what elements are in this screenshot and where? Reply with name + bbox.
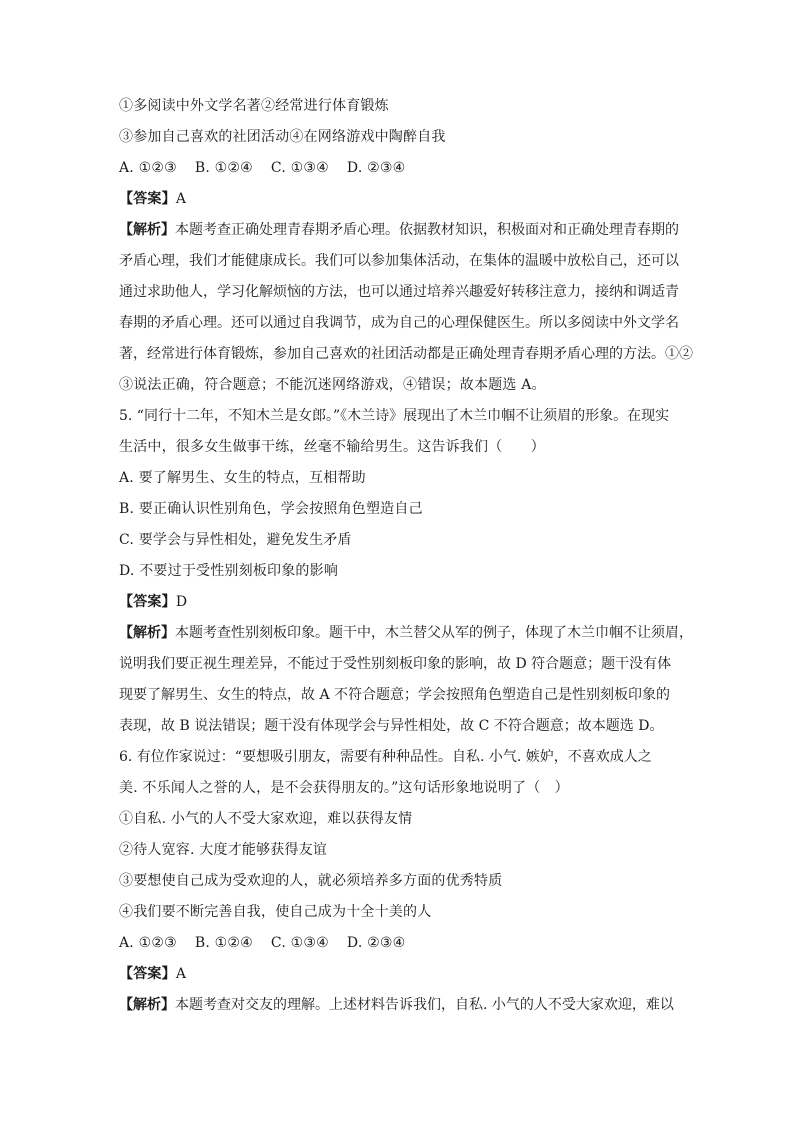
answer-label: 【答案】 xyxy=(119,191,176,207)
option-a: A. ①②③ xyxy=(119,935,177,951)
option-d: D. ②③④ xyxy=(346,160,406,176)
explanation-line: 矛盾心理，我们才能健康成长。我们可以参加集体活动，在集体的温暖中放松自己，还可以 xyxy=(119,253,679,269)
document-page xyxy=(119,98,693,1028)
statement-line: ①多阅读中外文学名著②经常进行体育锻炼 xyxy=(119,98,389,114)
option-b: B. 要正确认识性别角色，学会按照角色塑造自己 xyxy=(119,501,423,517)
explanation-line: 表现，故 B 说法错误；题干没有体现学会与异性相处，故 C 不符合题意；故本题选 D。 xyxy=(119,718,664,734)
question-line: 生活中，很多女生做事干练，丝毫不输给男生。这告诉我们（ ） xyxy=(119,439,545,455)
answer-label: 【答案】 xyxy=(119,966,176,982)
explanation-text: 本题考查正确处理青春期矛盾心理。依据教材知识，积极面对和正确处理青春期的 xyxy=(175,222,679,238)
answer-value: D xyxy=(175,594,188,610)
explanation-line: 春期的矛盾心理。还可以通过自我调节，成为自己的心理保健医生。所以多阅读中外文学名 xyxy=(119,315,679,331)
explanation-line: 著，经常进行体育锻炼，参加自己喜欢的社团活动都是正确处理青春期矛盾心理的方法。①② xyxy=(119,346,693,362)
explanation-line xyxy=(119,625,693,641)
question-line: 美. 不乐闻人之誉的人，是不会获得朋友的。”这句话形象地说明了（ ） xyxy=(119,780,569,796)
statement-line: ②待人宽容. 大度才能够获得友谊 xyxy=(119,842,328,858)
question-line: 6. 有位作家说过：“要想吸引朋友，需要有种种品性。自私. 小气. 嫉妒，不喜欢成人之 xyxy=(119,749,652,765)
answer-value: A xyxy=(175,191,187,207)
option-d: D. ②③④ xyxy=(346,935,406,951)
explanation-label: 【解析】 xyxy=(119,625,175,641)
explanation-line xyxy=(119,997,681,1013)
answer-line xyxy=(119,966,681,982)
statement-line: ③要想使自己成为受欢迎的人，就必须培养多方面的优秀特质 xyxy=(119,873,503,889)
statement-line: ①自私. 小气的人不受大家欢迎，难以获得友情 xyxy=(119,811,413,827)
answer-options xyxy=(119,935,681,951)
explanation-text: 本题考查性别刻板印象。题干中，木兰替父从军的例子，体现了木兰巾帼不让须眉， xyxy=(175,625,693,641)
explanation-line: 现要了解男生、女生的特点，故 A 不符合题意；学会按照角色塑造自己是性别刻板印象的 xyxy=(119,687,671,703)
explanation-line: ③说法正确，符合题意；不能沉迷网络游戏，④错误；故本题选 A。 xyxy=(119,377,546,393)
option-c: C. 要学会与异性相处，避免发生矛盾 xyxy=(119,532,352,548)
answer-label: 【答案】 xyxy=(119,594,176,610)
explanation-label: 【解析】 xyxy=(119,222,175,238)
answer-value: A xyxy=(175,966,187,982)
explanation-line: 说明我们要正视生理差异，不能过于受性别刻板印象的影响，故 D 符合题意；题干没有体 xyxy=(119,656,672,672)
option-d: D. 不要过于受性别刻板印象的影响 xyxy=(119,563,339,579)
explanation-text: 本题考查对交友的理解。上述材料告诉我们，自私. 小气的人不受大家欢迎，难以 xyxy=(175,997,674,1013)
option-a: A. 要了解男生、女生的特点，互相帮助 xyxy=(119,470,366,486)
question-line: 5. “同行十二年，不知木兰是女郎。”《木兰诗》展现出了木兰巾帼不让须眉的形象。在现实 xyxy=(119,408,670,424)
option-b: B. ①②④ xyxy=(194,160,253,176)
explanation-line xyxy=(119,222,681,238)
answer-line xyxy=(119,594,681,610)
explanation-label: 【解析】 xyxy=(119,997,175,1013)
statement-line: ④我们要不断完善自我，使自己成为十全十美的人 xyxy=(119,904,432,920)
option-c: C. ①③④ xyxy=(270,935,329,951)
answer-line xyxy=(119,191,681,207)
statement-line: ③参加自己喜欢的社团活动④在网络游戏中陶醉自我 xyxy=(119,129,446,145)
option-b: B. ①②④ xyxy=(194,935,253,951)
option-a: A. ①②③ xyxy=(119,160,177,176)
explanation-line: 通过求助他人，学习化解烦恼的方法，也可以通过培养兴趣爱好转移注意力，接纳和调适青 xyxy=(119,284,679,300)
answer-options xyxy=(119,160,681,176)
option-c: C. ①③④ xyxy=(270,160,329,176)
